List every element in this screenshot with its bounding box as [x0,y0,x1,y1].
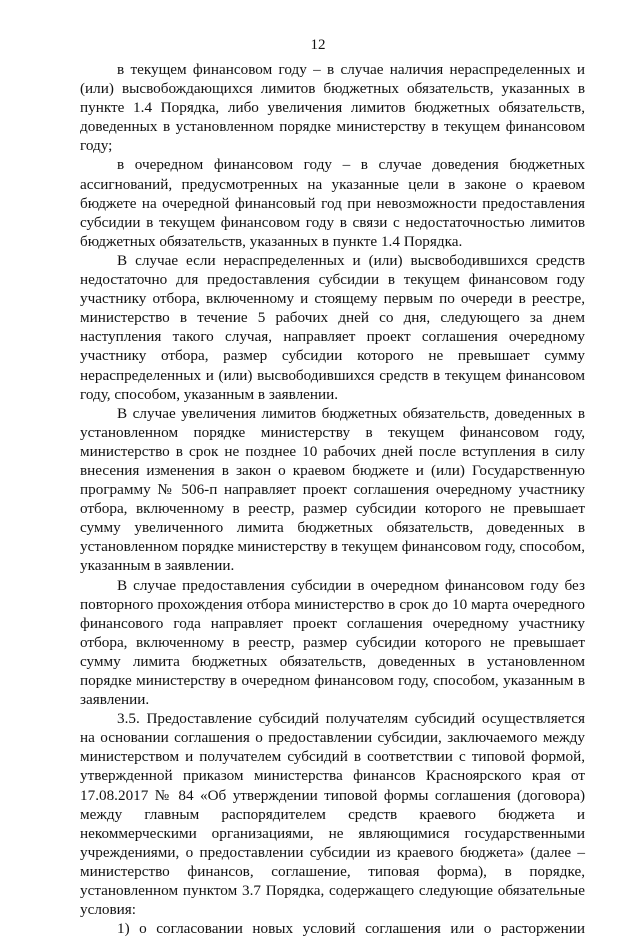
paragraph-next-year-subsidy: В случае предоставления субсидии в очередном финансовом году без повторного прохождения отбора министерство в срок до 10 марта очередного финансового года направляет проект соглашения очередному участнику отбора, включенному в реестр, размер субсидии которого не превышает сумму лимита бюджетных обязательств, доведенных в установленном порядке министерству в очередном финансовом году, способом, указанным в заявлении. [80,576,585,709]
paragraph-section-3-5: 3.5. Предоставление субсидий получателям субсидий осуществляется на основании соглашения о предоставлении субсидии, заключаемого между министерством и получателем субсидий в соответствии с типовой формой, утвержденной приказом министерства финансов Красноярского края от 17.08.2017 № 84 «Об утверждении типовой формы соглашения (договора) между главным распорядителем средств краевого бюджета и некоммерческими организациями, не являющимися государственными учреждениями, о предоставлении субсидии из краевого бюджета» (далее – министерство финансов, соглашение, типовая форма), в порядке, установленном пунктом 3.7 Порядка, содержащего следующие обязательные условия: [80,710,585,919]
paragraph-limit-increase: В случае увеличения лимитов бюджетных обязательств, доведенных в установленном порядке министерству в текущем финансовом году, министерство в срок не позднее 10 рабочих дней после вступления в силу внесения изменения в закон о краевом бюджете и (или) Государственную программу № 506-п направляет проект соглашения очередному участнику отбора, включенному в реестр, размер субсидии которого не превышает сумму увеличенного лимита бюджетных обязательств, доведенных в установленном порядке министерству в текущем финансовом году, способом, указанным в заявлении. [80,404,585,575]
paragraph-next-year: в очередном финансовом году – в случае доведения бюджетных ассигнований, предусмотренных на указанные цели в законе о краевом бюджете на очередной финансовый год при невозможности предоставления субсидии в текущем финансовом году в связи с недостаточностью лимитов бюджетных обязательств, указанных в пункте 1.4 Порядка. [80,156,585,250]
page-number: 12 [310,37,326,53]
paragraph-condition-1: 1) о согласовании новых условий соглашения или о расторжении [117,920,585,938]
document-body [80,60,585,938]
paragraph-insufficient-funds: В случае если нераспределенных и (или) высвободившихся средств недостаточно для предоставления субсидии в текущем финансовом году участнику отбора, включенному и стоящему первым по очереди в реестре, министерство в течение 5 рабочих дней со дня, следующего за днем наступления такого случая, направляет проект соглашения очередному участнику отбора, размер субсидии которого не превышает сумму нераспределенных и (или) высвободившихся средств в текущем финансовом году, способом, указанным в заявлении. [80,251,585,403]
paragraph-current-year: в текущем финансовом году – в случае наличия нераспределенных и (или) высвобождающихся лимитов бюджетных обязательств, указанных в пункте 1.4 Порядка, либо увеличения лимитов бюджетных обязательств, доведенных в установленном порядке министерству в текущем финансовом году; [80,61,585,155]
